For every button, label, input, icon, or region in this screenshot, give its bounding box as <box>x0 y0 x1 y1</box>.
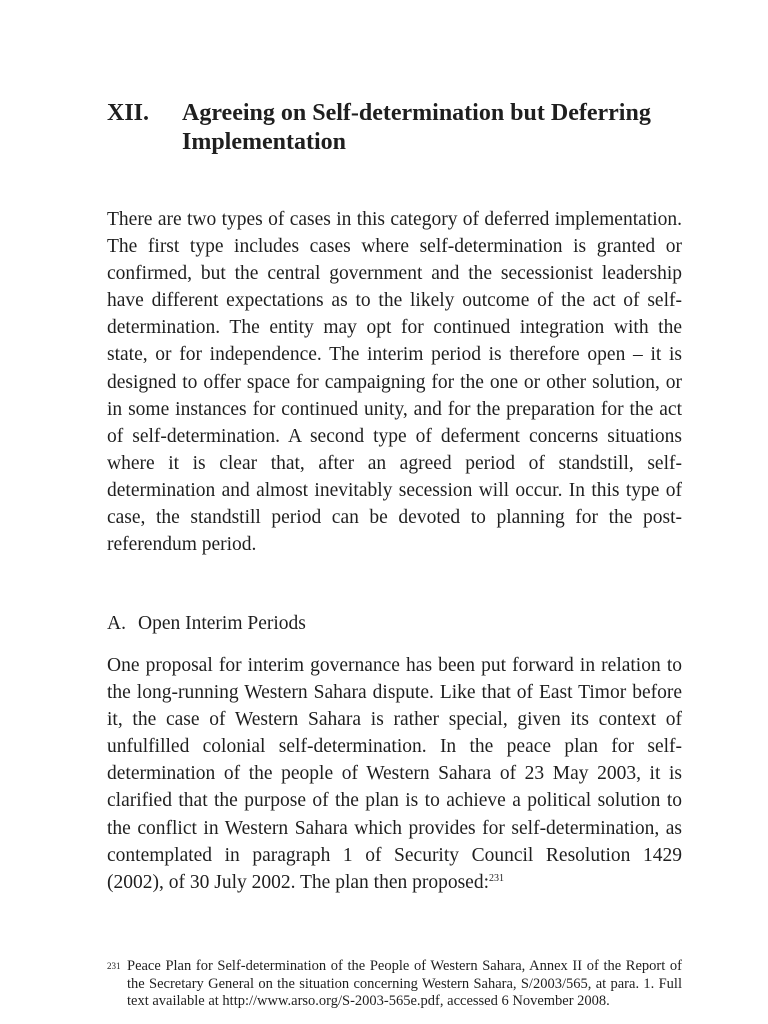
section-title: Open Interim Periods <box>138 613 306 634</box>
footnote <box>107 958 682 1011</box>
chapter-heading <box>107 99 682 157</box>
chapter-title: Agreeing on Self-determination but Deferring Implementation <box>182 100 651 155</box>
chapter-number: XII. <box>107 100 150 126</box>
footnote-text: Peace Plan for Self-determination of the People of Western Sahara, Annex II of the Report of the Secretary General on the situation concerning Western Sahara, S/2003/565, at para. 1. Full text available at http://www.arso.org/S-2003-565e.pdf, accessed 6 November 2008. <box>127 958 682 1009</box>
section-heading <box>107 610 682 637</box>
footnote-number: 231 <box>107 961 121 971</box>
intro-paragraph: There are two types of cases in this category of deferred implementation. The first type includes cases where self-determination is granted or confirmed, but the central government and the secessionist leadership have different expectations as to the likely outcome of the act of self-determination. The entity may opt for continued integration with the state, or for independence. The interim period is therefore open – it is designed to offer space for campaigning for the one or other solution, or in some instances for continued unity, and for the preparation for the act of self-determination. A second type of deferment concerns situations where it is clear that, after an agreed period of standstill, self-determination and almost inevitably secession will occur. In this type of case, the standstill period can be devoted to planning for the post-referendum period. <box>107 209 682 556</box>
section-letter: A. <box>107 613 126 634</box>
section-paragraph <box>107 652 682 896</box>
section-paragraph-text: One proposal for interim governance has been put forward in relation to the long-running Western Sahara dispute. Like that of East Timor before it, the case of Western Sahara is rather special, given its context of unfulfilled colonial self-determination. In the peace plan for self-determination of the people of Western Sahara of 23 May 2003, it is clarified that the purpose of the plan is to achieve a political solution to the conflict in Western Sahara which provides for self-determination, as contemplated in paragraph 1 of Security Council Resolution 1429 (2002), of 30 July 2002. The plan then proposed: <box>107 655 682 893</box>
footnote-reference[interactable]: 231 <box>489 872 505 884</box>
page-content <box>107 0 682 1024</box>
